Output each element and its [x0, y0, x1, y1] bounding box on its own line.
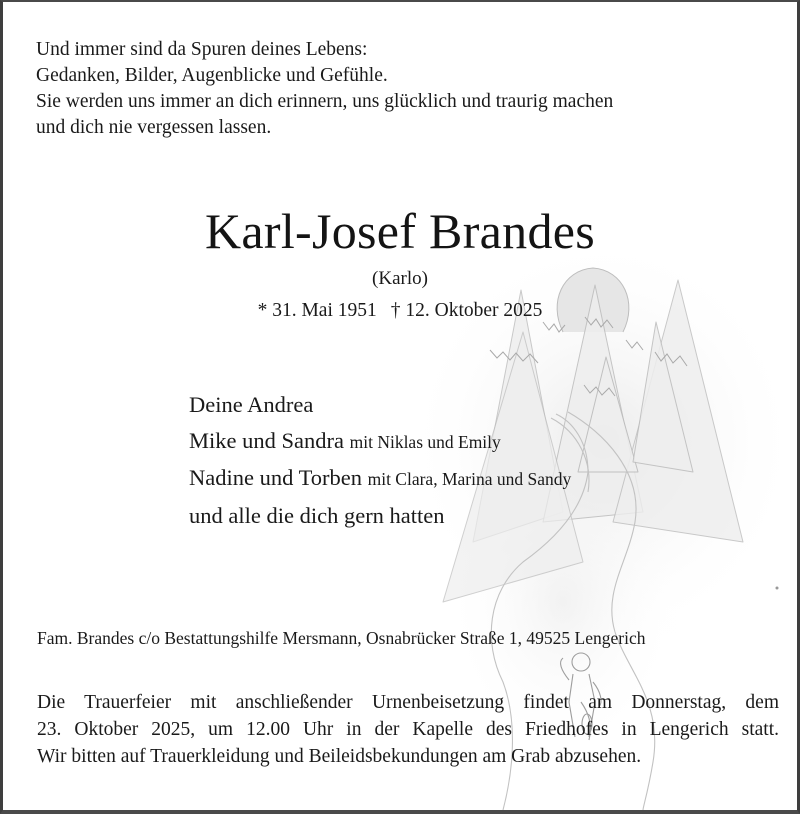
family-main: Mike und Sandra [189, 427, 344, 453]
birth-symbol: * [257, 300, 268, 321]
family-main: und alle die dich gern hatten [189, 502, 445, 528]
death-cross-icon: † [390, 300, 401, 321]
family-main: Nadine und Torben [189, 465, 362, 490]
service-line: Die Trauerfeier mit anschließender Urnenbeisetzung findet am Donnerstag, dem [37, 692, 779, 713]
deceased-nickname: (Karlo) [372, 268, 428, 289]
death-date: 12. Oktober 2025 [405, 300, 543, 321]
life-dates [3, 298, 797, 324]
family-main: Deine Andrea [189, 392, 314, 417]
family-sub: mit Clara, Marina und Sandy [367, 469, 572, 489]
family-line [189, 460, 571, 498]
family-line [189, 387, 571, 423]
deceased-name: Karl-Josef Brandes [205, 203, 595, 259]
family-sub: mit Niklas und Emily [349, 431, 501, 452]
service-line: 23. Oktober 2025, um 12.00 Uhr in der Kapelle des Friedhofes in Lengerich statt. [37, 719, 779, 740]
family-list [189, 387, 571, 533]
verse-line: Und immer sind da Spuren deines Lebens: [36, 39, 368, 60]
family-line [189, 423, 571, 461]
service-line: Wir bitten auf Trauerkleidung und Beileidsbekundungen am Grab abzusehen. [37, 746, 642, 767]
condolence-address: Fam. Brandes c/o Bestattungshilfe Mersmann, Osnabrücker Straße 1, 49525 Lengerich [37, 628, 646, 648]
birth-date: 31. Mai 1951 [272, 300, 377, 321]
verse-line: Gedanken, Bilder, Augenblicke und Gefühle. [36, 65, 388, 86]
verse-line: und dich nie vergessen lassen. [36, 117, 272, 138]
verse-line: Sie werden uns immer an dich erinnern, uns glücklich und traurig machen [36, 91, 614, 112]
service-notice [37, 689, 779, 770]
memorial-verse [36, 37, 613, 141]
family-line [189, 498, 571, 534]
